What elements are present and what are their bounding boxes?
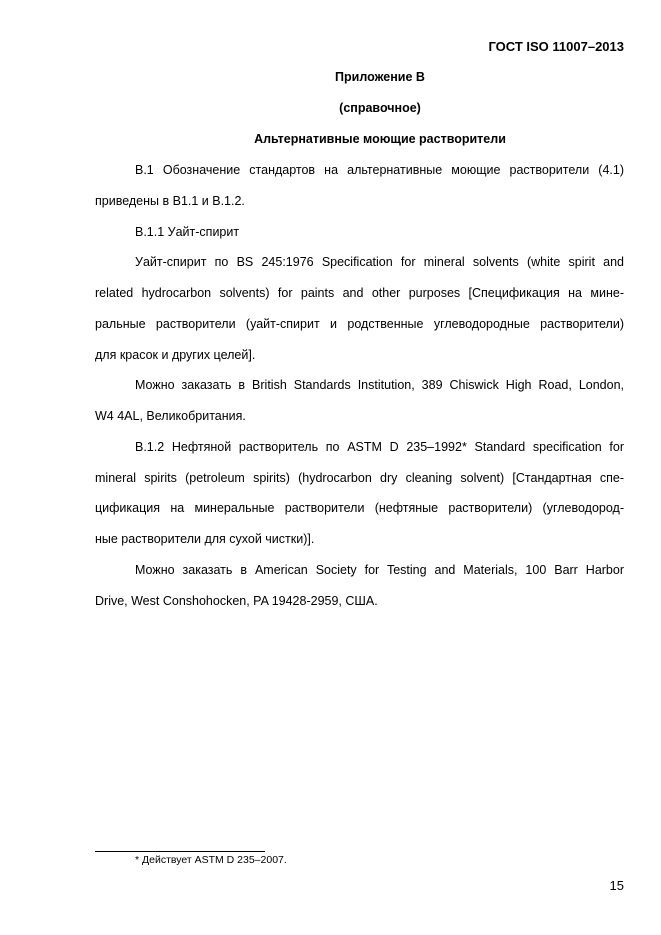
appendix-title: Приложение В (335, 70, 425, 84)
section-title: Альтернативные моющие растворители (254, 132, 506, 146)
text-line: ные растворители для сухой чистки)]. (95, 532, 315, 546)
paragraph (95, 222, 624, 253)
text-line: Можно заказать в American Society for Testing and Materials, 100 Barr Harbor (135, 562, 624, 577)
text-line: В.1 Обозначение стандартов на альтернативные моющие растворители (4.1) (135, 163, 624, 177)
text-line: related hydrocarbon solvents) for paints and other purposes [Спецификация на мине- (95, 286, 624, 300)
text-line: цификация на минеральные растворители (нефтяные растворители) (углеводород- (95, 501, 624, 516)
text-line: приведены в В1.1 и В.1.2. (95, 193, 245, 208)
paragraph (95, 160, 624, 222)
text-line: Уайт-спирит по BS 245:1976 Specification for mineral solvents (white spirit and (135, 255, 624, 270)
paragraph (95, 437, 624, 560)
text-line: В.1.1 Уайт-спирит (135, 224, 240, 239)
page-number: 15 (609, 878, 624, 893)
text-line: Можно заказать в British Standards Institution, 389 Chiswick High Road, London, (135, 378, 624, 393)
text-line: для красок и других целей]. (95, 347, 256, 362)
appendix-type: (справочное) (339, 101, 421, 115)
text-line: ральные растворители (уайт-спирит и родственные углеводородные растворители) (95, 316, 624, 331)
paragraph (95, 252, 624, 375)
paragraph (95, 560, 624, 622)
text-line: W4 4AL, Великобритания. (95, 409, 246, 423)
text-line: Drive, West Conshohocken, PA 19428-2959, США. (95, 593, 378, 608)
footnote: * Действует ASTM D 235–2007. (135, 854, 287, 866)
text-line: mineral spirits (petroleum spirits) (hydrocarbon dry cleaning solvent) [Стандартная спе- (95, 470, 624, 485)
paragraph (95, 375, 624, 437)
document-body (95, 160, 624, 621)
text-line: В.1.2 Нефтяной растворитель по ASTM D 235–1992* Standard specification for (135, 439, 624, 454)
footnote-divider (95, 851, 265, 852)
document-header: ГОСТ ISO 11007–2013 (488, 39, 624, 54)
